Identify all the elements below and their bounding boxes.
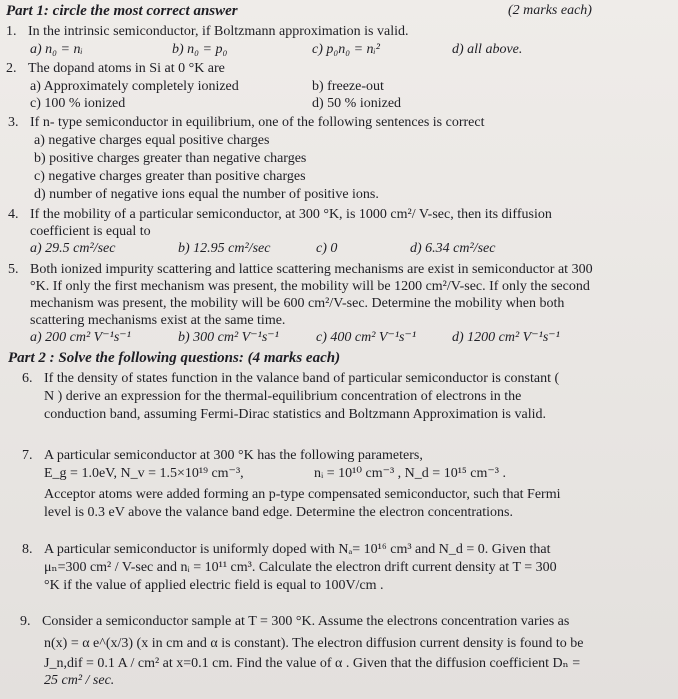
q4-option-a: a) 29.5 cm²/sec bbox=[30, 241, 116, 256]
q5-stem-line4: scattering mechanisms exist at the same time. bbox=[30, 313, 286, 328]
q4-option-d: d) 6.34 cm²/sec bbox=[410, 241, 496, 256]
q5-stem-line3: mechanism was present, the mobility will be 600 cm²/V-sec. Determine the mobility when both bbox=[30, 296, 565, 311]
part2-title: Part 2 : Solve the following questions: (4 marks each) bbox=[8, 350, 341, 366]
q1-option-d: d) all above. bbox=[452, 42, 523, 57]
q3-option-d: d) number of negative ions equal the number of positive ions. bbox=[34, 187, 379, 202]
q2-option-b: b) freeze-out bbox=[312, 79, 384, 94]
q5-stem-line1: 5. Both ionized impurity scattering and lattice scattering mechanisms are exist in semiconductor at 300 bbox=[8, 262, 593, 277]
q4-option-c: c) 0 bbox=[316, 241, 338, 256]
q8-line2: μₙ=300 cm² / V-sec and nᵢ = 10¹¹ cm³. Calculate the electron drift current density at T = 300 bbox=[44, 560, 557, 575]
q8-line1: 8. A particular semiconductor is uniformly doped with Nₐ= 10¹⁶ cm³ and N_d = 0. Given that bbox=[22, 542, 551, 557]
q1-option-c: c) p₀n₀ = nᵢ² bbox=[312, 42, 380, 57]
q9-line3: J_n,dif = 0.1 A / cm² at x=0.1 cm. Find the value of α . Given that the diffusion coefficient Dₙ = bbox=[44, 656, 581, 671]
q6-line1: 6. If the density of states function in the valance band of particular semiconductor is constant ( bbox=[22, 371, 560, 386]
q2-option-d: d) 50 % ionized bbox=[312, 96, 402, 111]
part1-title: Part 1: circle the most correct answer bbox=[6, 3, 238, 19]
q9-line2: n(x) = α e^(x/3) (x in cm and α is constant). The electron diffusion current density is found to be bbox=[44, 636, 584, 651]
q2-option-c: c) 100 % ionized bbox=[30, 96, 126, 111]
part1-marks: (2 marks each) bbox=[508, 3, 592, 18]
q2-stem: 2. The dopand atoms in Si at 0 °K are bbox=[6, 61, 225, 76]
q6-line2: N ) derive an expression for the thermal-equilibrium concentration of electrons in the bbox=[44, 389, 522, 404]
q4-option-b: b) 12.95 cm²/sec bbox=[178, 241, 271, 256]
q3-option-a: a) negative charges equal positive charges bbox=[34, 133, 270, 148]
q1-stem: 1. In the intrinsic semiconductor, if Boltzmann approximation is valid. bbox=[6, 24, 409, 39]
q7-line1: 7. A particular semiconductor at 300 °K has the following parameters, bbox=[22, 448, 423, 463]
q7-param-eg-nv: E_g = 1.0eV, N_v = 1.5×10¹⁹ cm⁻³, bbox=[44, 466, 244, 481]
q3-option-c: c) negative charges greater than positive charges bbox=[34, 169, 306, 184]
q5-stem-line2: °K. If only the first mechanism was present, the mobility will be 1200 cm²/V-sec. If only the second bbox=[30, 279, 590, 294]
q7-line4: level is 0.3 eV above the valance band edge. Determine the electron concentrations. bbox=[44, 505, 513, 520]
q5-option-b: b) 300 cm² V⁻¹s⁻¹ bbox=[178, 330, 279, 345]
q3-option-b: b) positive charges greater than negative charges bbox=[34, 151, 307, 166]
q5-option-a: a) 200 cm² V⁻¹s⁻¹ bbox=[30, 330, 131, 345]
q7-line3: Acceptor atoms were added forming an p-type compensated semiconductor, such that Fermi bbox=[44, 487, 561, 502]
q6-line3: conduction band, assuming Fermi-Dirac statistics and Boltzmann Approximation is valid. bbox=[44, 407, 546, 422]
q9-line4: 25 cm² / sec. bbox=[44, 673, 115, 688]
q7-param-ni-nd: nᵢ = 10¹⁰ cm⁻³ , N_d = 10¹⁵ cm⁻³ . bbox=[314, 466, 506, 481]
q1-option-b: b) n₀ = p₀ bbox=[172, 42, 228, 57]
q5-option-c: c) 400 cm² V⁻¹s⁻¹ bbox=[316, 330, 417, 345]
q3-stem: 3. If n- type semiconductor in equilibrium, one of the following sentences is correct bbox=[8, 115, 485, 130]
q8-line3: °K if the value of applied electric field is equal to 100V/cm . bbox=[44, 578, 384, 593]
q5-option-d: d) 1200 cm² V⁻¹s⁻¹ bbox=[452, 330, 560, 345]
q4-stem-line1: 4. If the mobility of a particular semiconductor, at 300 °K, is 1000 cm²/ V-sec, then its diffusion bbox=[8, 207, 552, 222]
q2-option-a: a) Approximately completely ionized bbox=[30, 79, 239, 94]
q1-option-a: a) n₀ = nᵢ bbox=[30, 42, 83, 57]
q9-line1: 9. Consider a semiconductor sample at T = 300 °K. Assume the electrons concentration varies as bbox=[20, 614, 570, 629]
q4-stem-line2: coefficient is equal to bbox=[30, 224, 151, 239]
